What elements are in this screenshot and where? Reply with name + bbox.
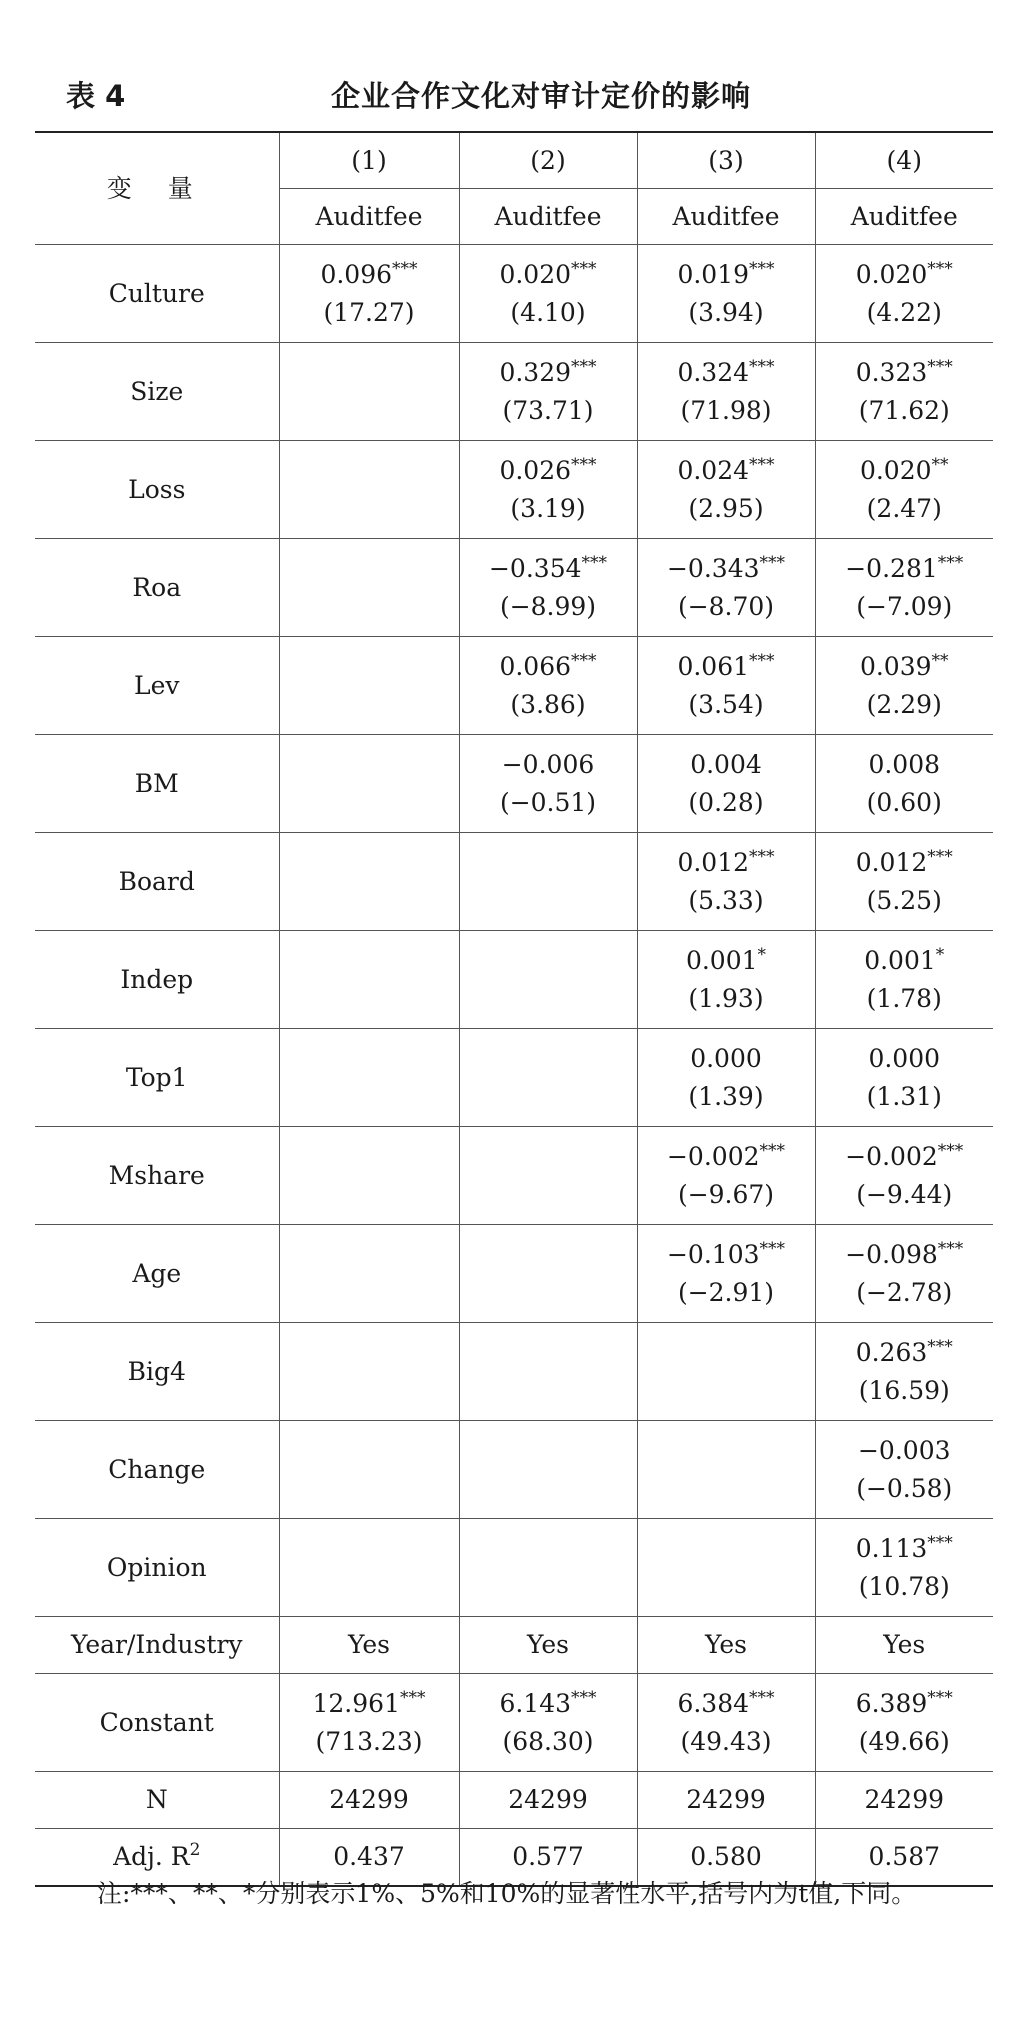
coefficient-number: −0.281: [845, 553, 938, 583]
coefficient-number: 0.001: [864, 945, 936, 975]
variable-label: Change: [35, 1421, 279, 1519]
coefficient-number: 6.389: [855, 1688, 928, 1718]
significance-stars: ***: [749, 650, 775, 671]
coefficient-number: −0.002: [845, 1141, 938, 1171]
coefficient-cell: [637, 245, 815, 343]
coefficient-cell: [815, 637, 993, 735]
t-statistic: (49.66): [858, 1726, 950, 1756]
variable-row: [35, 1225, 993, 1323]
coefficient-cell: [815, 833, 993, 931]
t-statistic: (1.31): [866, 1081, 942, 1111]
coefficient-value: [638, 1236, 815, 1274]
coefficient-value: [816, 550, 994, 588]
coefficient-value: [460, 550, 637, 588]
significance-stars: ***: [571, 650, 597, 671]
variable-row: [35, 1421, 993, 1519]
t-statistic: (−7.09): [856, 591, 953, 621]
value-cell: 24299: [459, 1772, 637, 1829]
coefficient-cell: [637, 833, 815, 931]
coefficient-value: [638, 648, 815, 686]
dependent-variable: Auditfee: [279, 189, 459, 245]
coefficient-value: [460, 746, 637, 784]
coefficient-value: [816, 844, 994, 882]
coefficient-cell: [815, 1421, 993, 1519]
significance-stars: ***: [571, 1687, 597, 1708]
coefficient-value: [638, 844, 815, 882]
coefficient-value: [816, 1138, 994, 1176]
coefficient-cell: [459, 1127, 637, 1225]
coefficient-number: 6.143: [499, 1688, 572, 1718]
coefficient-value: [460, 256, 637, 294]
value-cell: 0.580: [637, 1829, 815, 1887]
coefficient-cell: [815, 1029, 993, 1127]
significance-stars: ***: [571, 454, 597, 475]
variable-label: Board: [35, 833, 279, 931]
t-statistic: (2.95): [688, 493, 764, 523]
coefficient-cell: [815, 931, 993, 1029]
variable-label: Age: [35, 1225, 279, 1323]
coefficient-cell: [815, 441, 993, 539]
table-note: 注:***、**、*分别表示1%、5%和10%的显著性水平,括号内为t值,下同。: [97, 1879, 917, 1908]
significance-stars: ***: [749, 356, 775, 377]
coefficient-value: [460, 452, 637, 490]
coefficient-number: −0.002: [666, 1141, 760, 1171]
t-statistic: (71.62): [858, 395, 950, 425]
coefficient-cell: [279, 1225, 459, 1323]
variable-label: Year/Industry: [35, 1617, 279, 1674]
significance-stars: ***: [399, 1687, 426, 1708]
significance-stars: ***: [749, 454, 775, 475]
coefficient-cell: [637, 1323, 815, 1421]
coefficient-number: 0.061: [677, 651, 750, 681]
variable-row: [35, 539, 993, 637]
coefficient-cell: [279, 1029, 459, 1127]
coefficient-value: [816, 452, 994, 490]
coefficient-value: [280, 256, 459, 294]
variable-label: BM: [35, 735, 279, 833]
coefficient-cell: [637, 1674, 815, 1772]
coefficient-number: 0.012: [855, 847, 928, 877]
coefficient-number: 0.096: [320, 259, 393, 289]
coefficient-value: [460, 354, 637, 392]
variable-row: [35, 931, 993, 1029]
fixed-effects-row: [35, 1617, 993, 1674]
variable-label: Size: [35, 343, 279, 441]
variable-label: Lev: [35, 637, 279, 735]
coefficient-cell: [279, 1674, 459, 1772]
coefficient-cell: [637, 735, 815, 833]
coefficient-number: 0.323: [855, 357, 928, 387]
variable-header: 变 量: [35, 132, 279, 245]
coefficient-number: −0.103: [666, 1239, 760, 1269]
significance-stars: ***: [581, 552, 608, 573]
coefficient-number: 0.113: [855, 1533, 928, 1563]
dependent-variable: Auditfee: [459, 189, 637, 245]
value-cell: 24299: [815, 1772, 993, 1829]
value-cell: Yes: [279, 1617, 459, 1674]
significance-stars: *: [935, 944, 945, 965]
coefficient-value: [460, 1685, 637, 1723]
coefficient-number: −0.006: [501, 749, 595, 779]
coefficient-cell: [459, 931, 637, 1029]
regression-table: [35, 131, 993, 1887]
t-statistic: (−9.44): [856, 1179, 953, 1209]
variable-label: Big4: [35, 1323, 279, 1421]
coefficient-number: 0.020: [499, 259, 572, 289]
significance-stars: ***: [749, 846, 775, 867]
coefficient-cell: [459, 833, 637, 931]
variable-row: [35, 1127, 993, 1225]
t-statistic: (−0.51): [499, 787, 597, 817]
coefficient-value: [638, 942, 815, 980]
variable-row: [35, 1029, 993, 1127]
t-statistic: (49.43): [680, 1726, 772, 1756]
coefficient-value: [816, 256, 994, 294]
significance-stars: ***: [571, 258, 597, 279]
value-cell: 24299: [637, 1772, 815, 1829]
header-row-columns: [35, 132, 993, 189]
column-number: (3): [637, 132, 815, 189]
coefficient-cell: [459, 1323, 637, 1421]
coefficient-number: 0.008: [868, 749, 941, 779]
variable-label: Constant: [35, 1674, 279, 1772]
significance-stars: ***: [392, 258, 418, 279]
coefficient-cell: [459, 539, 637, 637]
coefficient-value: [816, 1236, 994, 1274]
significance-stars: ***: [927, 1532, 953, 1553]
t-statistic: (1.78): [866, 983, 942, 1013]
coefficient-value: [638, 1040, 815, 1078]
coefficient-number: 0.066: [499, 651, 572, 681]
t-statistic: (1.93): [688, 983, 764, 1013]
t-statistic: (68.30): [502, 1726, 594, 1756]
coefficient-cell: [637, 441, 815, 539]
t-statistic: (16.59): [858, 1375, 950, 1405]
variable-row: [35, 1323, 993, 1421]
t-statistic: (4.10): [510, 297, 586, 327]
variable-row: [35, 441, 993, 539]
coefficient-value: [816, 1530, 994, 1568]
coefficient-number: 0.039: [859, 651, 932, 681]
coefficient-value: [638, 550, 815, 588]
coefficient-cell: [637, 343, 815, 441]
coefficient-value: [638, 452, 815, 490]
table-number: 表 4: [66, 79, 126, 113]
coefficient-value: [816, 746, 994, 784]
coefficient-value: [816, 1432, 994, 1470]
coefficient-number: −0.098: [845, 1239, 938, 1269]
constant-row: [35, 1674, 993, 1772]
variable-label: Indep: [35, 931, 279, 1029]
t-statistic: (713.23): [315, 1726, 423, 1756]
significance-stars: ***: [927, 1336, 953, 1357]
adj-r2-label: Adj. R: [113, 1842, 190, 1871]
variable-label: Roa: [35, 539, 279, 637]
t-statistic: (5.25): [866, 885, 942, 915]
coefficient-cell: [459, 245, 637, 343]
coefficient-value: [638, 1138, 815, 1176]
significance-stars: ***: [749, 1687, 775, 1708]
coefficient-cell: [637, 1225, 815, 1323]
table-title: 企业合作文化对审计定价的影响: [331, 79, 752, 113]
value-cell: Yes: [637, 1617, 815, 1674]
value-cell: Yes: [459, 1617, 637, 1674]
value-cell: Yes: [815, 1617, 993, 1674]
coefficient-number: 6.384: [677, 1688, 750, 1718]
column-number: (1): [279, 132, 459, 189]
variable-label: Mshare: [35, 1127, 279, 1225]
coefficient-number: 0.020: [855, 259, 928, 289]
t-statistic: (10.78): [858, 1571, 950, 1601]
t-statistic: (0.28): [688, 787, 764, 817]
coefficient-number: −0.354: [488, 553, 582, 583]
coefficient-value: [816, 942, 994, 980]
coefficient-cell: [459, 1225, 637, 1323]
coefficient-cell: [815, 1225, 993, 1323]
coefficient-value: [280, 1685, 459, 1723]
significance-stars: **: [931, 454, 949, 475]
coefficient-cell: [815, 539, 993, 637]
adj-r2-superscript: 2: [189, 1840, 201, 1860]
t-statistic: (71.98): [680, 395, 772, 425]
coefficient-cell: [459, 441, 637, 539]
coefficient-cell: [279, 1421, 459, 1519]
coefficient-value: [816, 354, 994, 392]
coefficient-cell: [459, 343, 637, 441]
coefficient-cell: [279, 637, 459, 735]
coefficient-cell: [637, 539, 815, 637]
significance-stars: ***: [749, 258, 775, 279]
coefficient-cell: [815, 1127, 993, 1225]
t-statistic: (2.29): [866, 689, 942, 719]
significance-stars: ***: [937, 552, 964, 573]
significance-stars: ***: [571, 356, 597, 377]
significance-stars: ***: [927, 356, 953, 377]
observations-row: [35, 1772, 993, 1829]
coefficient-cell: [279, 343, 459, 441]
t-statistic: (1.39): [688, 1081, 764, 1111]
table-caption: [66, 74, 996, 118]
t-statistic: (3.86): [510, 689, 586, 719]
t-statistic: (−2.91): [677, 1277, 775, 1307]
coefficient-cell: [637, 931, 815, 1029]
coefficient-cell: [637, 1421, 815, 1519]
coefficient-cell: [459, 1421, 637, 1519]
column-number: (2): [459, 132, 637, 189]
t-statistic: (−8.70): [677, 591, 775, 621]
coefficient-number: −0.003: [857, 1435, 951, 1465]
significance-stars: ***: [937, 1238, 964, 1259]
significance-stars: *: [757, 944, 767, 965]
coefficient-cell: [459, 735, 637, 833]
variable-row: [35, 1519, 993, 1617]
significance-stars: ***: [927, 846, 953, 867]
coefficient-cell: [815, 1519, 993, 1617]
coefficient-value: [816, 1685, 994, 1723]
variable-row: [35, 833, 993, 931]
t-statistic: (−8.99): [499, 591, 597, 621]
coefficient-cell: [279, 1127, 459, 1225]
coefficient-cell: [279, 539, 459, 637]
coefficient-cell: [637, 1519, 815, 1617]
variable-row: [35, 637, 993, 735]
significance-stars: ***: [927, 1687, 953, 1708]
coefficient-cell: [279, 833, 459, 931]
variable-label: Opinion: [35, 1519, 279, 1617]
value-cell: 0.577: [459, 1829, 637, 1887]
variable-row: [35, 343, 993, 441]
significance-stars: ***: [759, 1238, 786, 1259]
coefficient-value: [638, 354, 815, 392]
coefficient-number: 0.024: [677, 455, 750, 485]
t-statistic: (4.22): [866, 297, 942, 327]
t-statistic: (5.33): [688, 885, 764, 915]
coefficient-number: 0.019: [677, 259, 750, 289]
value-cell: 0.587: [868, 1842, 941, 1871]
t-statistic: (3.54): [688, 689, 764, 719]
coefficient-cell: [279, 245, 459, 343]
coefficient-value: [460, 648, 637, 686]
coefficient-number: 0.000: [868, 1043, 941, 1073]
coefficient-value: [638, 1685, 815, 1723]
t-statistic: (17.27): [323, 297, 415, 327]
significance-stars: ***: [927, 258, 953, 279]
t-statistic: (−2.78): [856, 1277, 953, 1307]
coefficient-number: −0.343: [666, 553, 760, 583]
coefficient-cell: [815, 1674, 993, 1772]
value-cell: 24299: [279, 1772, 459, 1829]
coefficient-number: 0.329: [499, 357, 572, 387]
t-statistic: (73.71): [502, 395, 594, 425]
coefficient-value: [816, 648, 994, 686]
coefficient-cell: [279, 441, 459, 539]
coefficient-cell: [279, 1323, 459, 1421]
variable-label: N: [35, 1772, 279, 1829]
value-cell: 0.437: [279, 1829, 459, 1887]
coefficient-number: 0.000: [690, 1043, 762, 1073]
significance-stars: **: [931, 650, 949, 671]
coefficient-number: 0.324: [677, 357, 750, 387]
coefficient-cell: [815, 343, 993, 441]
variable-row: [35, 245, 993, 343]
t-statistic: (0.60): [866, 787, 942, 817]
coefficient-cell: [279, 931, 459, 1029]
coefficient-cell: [279, 1519, 459, 1617]
coefficient-cell: [815, 1323, 993, 1421]
coefficient-number: 0.026: [499, 455, 572, 485]
t-statistic: (2.47): [866, 493, 942, 523]
dependent-variable: Auditfee: [815, 189, 993, 245]
coefficient-cell: [459, 1674, 637, 1772]
coefficient-cell: [279, 735, 459, 833]
dependent-variable: Auditfee: [637, 189, 815, 245]
coefficient-number: 0.020: [859, 455, 932, 485]
variable-row: [35, 735, 993, 833]
t-statistic: (3.94): [688, 297, 764, 327]
significance-stars: ***: [759, 552, 786, 573]
coefficient-value: [816, 1040, 994, 1078]
coefficient-number: 0.012: [677, 847, 750, 877]
t-statistic: (3.19): [510, 493, 586, 523]
coefficient-cell: [459, 1519, 637, 1617]
coefficient-number: 12.961: [312, 1688, 400, 1718]
column-number: (4): [815, 132, 993, 189]
variable-label: Loss: [35, 441, 279, 539]
coefficient-value: [816, 1334, 994, 1372]
coefficient-cell: [815, 735, 993, 833]
coefficient-value: [638, 746, 815, 784]
coefficient-number: 0.001: [685, 945, 758, 975]
variable-label: Culture: [35, 245, 279, 343]
significance-stars: ***: [937, 1140, 964, 1161]
coefficient-value: [638, 256, 815, 294]
coefficient-cell: [815, 245, 993, 343]
coefficient-cell: [637, 1127, 815, 1225]
coefficient-number: 0.004: [690, 749, 762, 779]
t-statistic: (−9.67): [677, 1179, 775, 1209]
coefficient-cell: [459, 1029, 637, 1127]
coefficient-cell: [459, 637, 637, 735]
coefficient-number: 0.263: [855, 1337, 928, 1367]
significance-stars: ***: [759, 1140, 786, 1161]
coefficient-cell: [637, 637, 815, 735]
t-statistic: (−0.58): [856, 1473, 953, 1503]
variable-label: Top1: [35, 1029, 279, 1127]
coefficient-cell: [637, 1029, 815, 1127]
